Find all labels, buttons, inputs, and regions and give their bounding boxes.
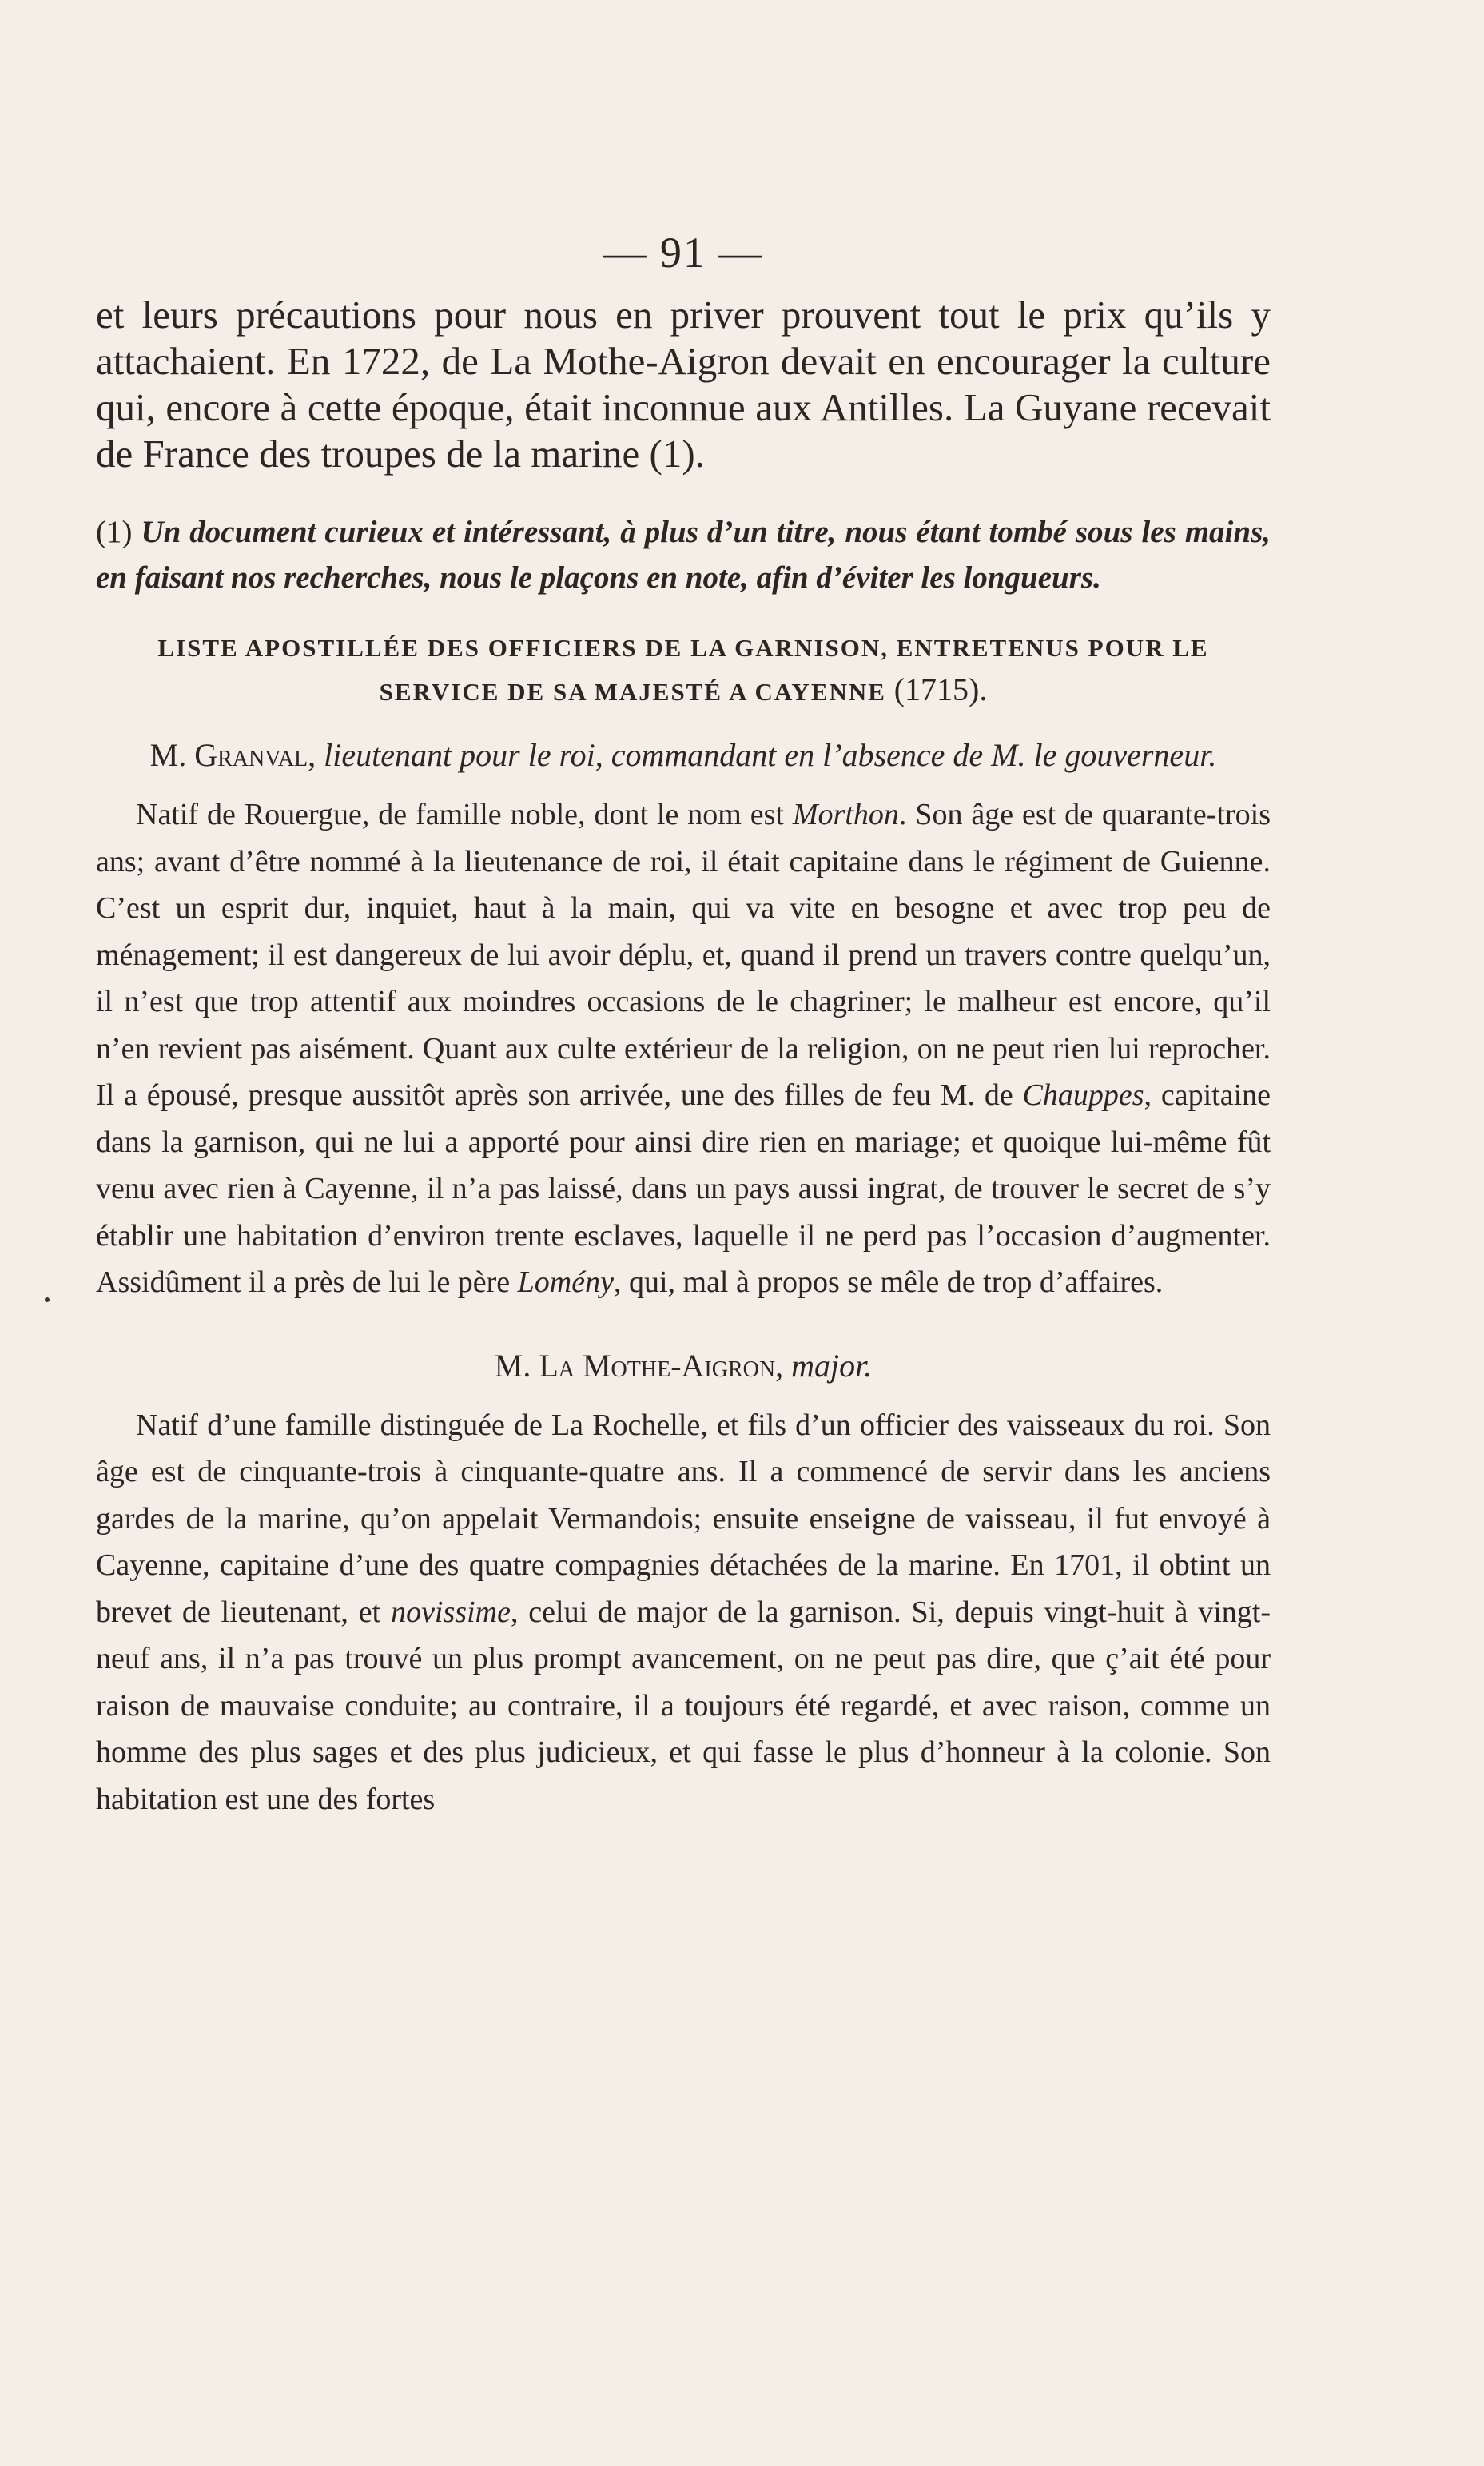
- italic-name: Morthon: [792, 798, 899, 831]
- list-title-text: LISTE APOSTILLÉE DES OFFICIERS DE LA GARNISON, ENTRETENUS POUR LE SERVICE DE SA MAJESTÉ A CAYENNE: [157, 634, 1209, 706]
- officer-paragraph-la-mothe-aigron: [96, 1402, 1271, 1823]
- ink-speck: [45, 1297, 50, 1302]
- officer-name: M. La Mothe-Aigron,: [494, 1347, 784, 1384]
- paragraph-text: , qui, mal à propos se mêle de trop d’affaires.: [613, 1265, 1164, 1299]
- list-title-year: (1715).: [893, 671, 988, 707]
- officer-paragraph-granval: [96, 791, 1271, 1306]
- paragraph-text: . Son âge est de quarante-trois ans; avant d’être nommé à la lieutenance de roi, il était capitaine dans le régiment de Guienne. C’est un esprit dur, inquiet, haut à la main, qui va vite en besogne et avec trop peu de ménagement; il est dangereux de lui avoir déplu, et, quand il prend un travers contre quelqu’un, il n’est que trop attentif aux moindres occasions de le chagriner; le malheur est encore, qu’il n’en revient pas aisément. Quant aux culte extérieur de la religion, on ne peut rien lui reprocher. Il a épousé, presque aussitôt après son arrivée, une des filles de feu M. de: [96, 798, 1271, 1112]
- officer-name: M. Granval,: [149, 737, 316, 773]
- italic-name: Chauppes: [1022, 1078, 1144, 1112]
- italic-name: Lomény: [517, 1265, 614, 1299]
- officer-role: lieutenant pour le roi, commandant en l’absence de M. le gouverneur.: [324, 737, 1217, 773]
- page-number: — 91 —: [603, 229, 764, 277]
- paragraph-text: , capitaine dans la garnison, qui ne lui a apporté pour ainsi dire rien en mariage; et quoique lui-même fût venu avec rien à Cayenne, il n’a pas laissé, dans un pays aussi ingrat, de trouver le secret de s’y établir une habitation d’environ trente esclaves, laquelle il ne perd pas l’occasion d’augmenter. Assidûment il a près de lui le père: [96, 1078, 1271, 1299]
- list-title: [96, 627, 1271, 713]
- italic-word: novissime: [391, 1595, 511, 1629]
- body-paragraph: et leurs précautions pour nous en priver prouvent tout le prix qu’ils y attachaient. En 1722, de La Mothe-Aigron devait en encourager la culture qui, encore à cette époque, était inconnue aux Antilles. La Guyane recevait de France des troupes de la marine (1).: [96, 293, 1271, 476]
- officer-heading-la-mothe-aigron: [96, 1345, 1271, 1388]
- footnote-text: Un document curieux et intéressant, à plus d’un titre, nous étant tombé sous les mains, en faisant nos recherches, nous le plaçons en note, afin d’éviter les longueurs.: [96, 515, 1271, 595]
- paragraph-text: Natif d’une famille distinguée de La Rochelle, et fils d’un officier des vaisseaux du roi. Son âge est de cinquante-trois à cinquante-quatre ans. Il a commencé de servir dans les anciens gardes de la marine, qu’on appelait Vermandois; ensuite enseigne de vaisseau, il fut envoyé à Cayenne, capitaine d’une des quatre compagnies détachées de la marine. En 1701, il obtint un brevet de lieutenant, et: [96, 1408, 1271, 1629]
- footnote: [96, 509, 1271, 600]
- footnote-marker: (1): [96, 515, 133, 549]
- paragraph-text: , celui de major de la garnison. Si, depuis vingt-huit à vingt-neuf ans, il n’a pas trouvé un plus prompt avancement, on ne peut pas dire, que ç’ait été pour raison de mauvaise conduite; au contraire, il a toujours été regardé, et avec raison, comme un homme des plus sages et des plus judicieux, et qui fasse le plus d’honneur à la colonie. Son habitation est une des fortes: [96, 1595, 1271, 1816]
- paragraph-text: Natif de Rouergue, de famille noble, dont le nom est: [136, 798, 793, 831]
- book-page: [96, 228, 1271, 1823]
- officer-heading-granval: [96, 734, 1271, 777]
- officer-role: major.: [791, 1347, 873, 1384]
- section-gap: [96, 1306, 1271, 1345]
